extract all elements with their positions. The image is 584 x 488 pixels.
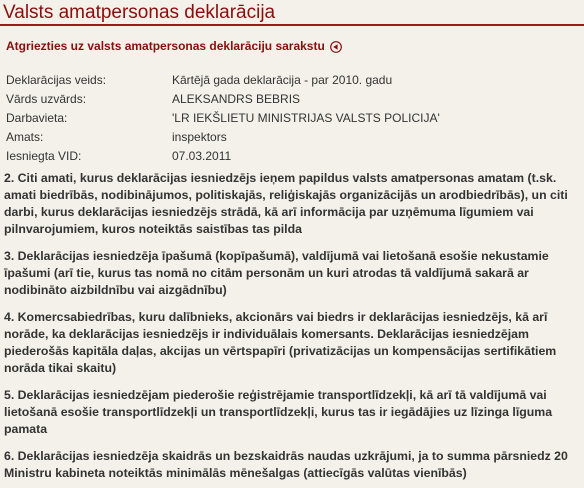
info-row [6, 128, 440, 147]
info-value: 07.03.2011 [172, 149, 232, 163]
info-label: Amats: [6, 130, 44, 144]
page-title: Valsts amatpersonas deklarācija [0, 0, 584, 26]
info-label: Vārds uzvārds: [6, 92, 87, 106]
section-heading: 4. Komercsabiedrības, kuru dalībnieks, akcionārs vai biedrs ir deklarācijas iesniedzējs, kā arī norāde, ka deklarācijas iesniedzējs ir individuālais komersants. Deklarācijas iesniedzējam piederošās kapitāla daļas, akcijas un vērtspapīri (privatizācijas un kompensācijas sertifikātiem norāda tikai skaitu) [4, 310, 557, 375]
info-row [6, 109, 440, 128]
info-value: ALEKSANDRS BEBRIS [172, 92, 301, 106]
info-label: Deklarācijas veids: [6, 73, 107, 87]
info-row [6, 71, 440, 90]
info-label: Iesniegta VID: [6, 149, 82, 163]
back-to-list-link[interactable]: Atgriezties uz valsts amatpersonas deklarāciju sarakstu [6, 39, 325, 53]
info-value: Kārtējā gada deklarācija - par 2010. gadu [172, 73, 393, 87]
section-heading: 2. Citi amati, kurus deklarācijas iesniedzējs ieņem papildus valsts amatpersonas amatam (t.sk. amati biedrībās, nodibinājumos, politiskajās, reliģiskajās organizācijās un arodbiedrībās), un citi darbi, kurus deklarācijas iesniedzējs strādā, kā arī informācija par uzņēmuma līgumiem vai pilnvarojumiem, kuros noteiktās saistības tas pilda [4, 171, 568, 236]
declaration-sections [4, 170, 578, 482]
info-value: 'LR IEKŠLIETU MINISTRIJAS VALSTS POLICIJA' [172, 111, 440, 125]
info-value: inspektors [172, 130, 227, 144]
info-row [6, 147, 440, 166]
section-heading: 3. Deklarācijas iesniedzēja īpašumā (kopīpašumā), valdījumā vai lietošanā esošie nekustamie īpašumi (arī tie, kurus tas nomā no citām personām un kuri atrodas tā valdījumā sakarā ar nodibināto aizbildnību vai aizgādnību) [4, 249, 549, 297]
left-arrow-circle-icon[interactable] [330, 40, 342, 52]
back-row [6, 37, 584, 55]
section-heading: 5. Deklarācijas iesniedzējam piederošie reģistrējamie transportlīdzekļi, kā arī tā valdījumā vai lietošanā esošie transportlīdzekļi un transportlīdzekļi, kurus tas ir iegādājies uz līzinga līguma pamata [4, 388, 553, 436]
section-heading: 6. Deklarācijas iesniedzēja skaidrās un bezskaidrās naudas uzkrājumi, ja to summa pārsniedz 20 Ministru kabineta noteiktās minimālās mēnešalgas (attiecīgās valūtas vienībās) [4, 449, 568, 480]
info-label: Darbavieta: [6, 111, 68, 125]
info-row [6, 90, 440, 109]
declaration-info-table [6, 71, 440, 166]
